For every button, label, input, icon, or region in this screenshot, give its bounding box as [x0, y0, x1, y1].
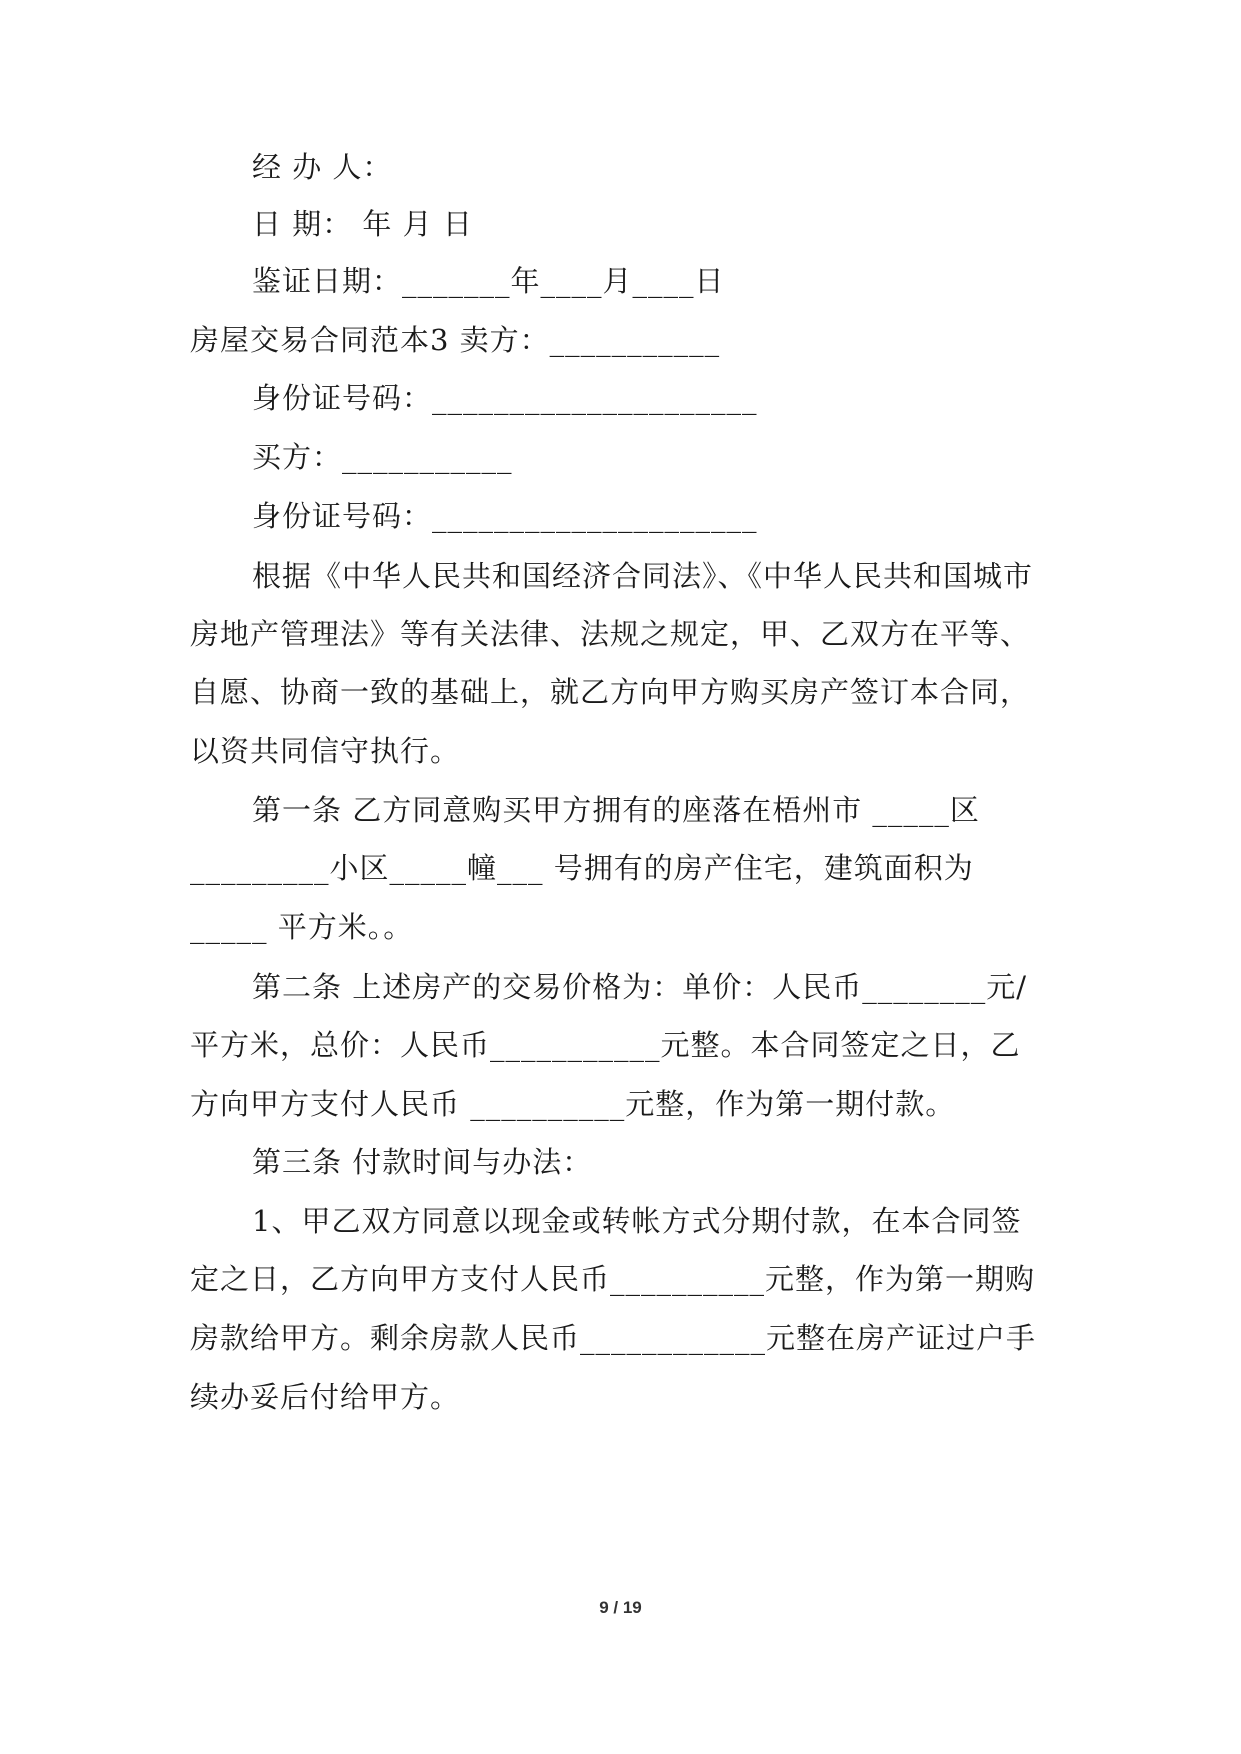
preamble-line-1: 根据《中华人民共和国经济合同法》、《中华人民共和国城市	[252, 559, 1034, 593]
article-3-item-1-line-3: 房款给甲方。剩余房款人民币____________元整在房产证过户手	[190, 1321, 1037, 1355]
article-1-line-1: 第一条 乙方同意购买甲方拥有的座落在梧州市 _____区	[252, 793, 980, 827]
preamble-line-4: 以资共同信守执行。	[190, 734, 461, 768]
preamble-line-2: 房地产管理法》等有关法律、法规之规定，甲、乙双方在平等、	[190, 617, 1031, 651]
article-2-line-1: 第二条 上述房产的交易价格为：单价：人民币________元/	[252, 970, 1027, 1004]
article-3-item-1-line-4: 续办妥后付给甲方。	[190, 1380, 461, 1414]
page-number: 9 / 19	[599, 1598, 642, 1617]
preamble-line-3: 自愿、协商一致的基础上，就乙方向甲方购买房产签订本合同，	[190, 675, 1031, 709]
article-1-line-3: _____ 平方米。。	[190, 910, 414, 944]
verification-date-line: 鉴证日期：_______年____月____日	[252, 264, 725, 298]
buyer-line: 买方：___________	[252, 440, 513, 474]
date-line: 日 期： 年 月 日	[252, 207, 473, 241]
article-2-line-3: 方向甲方支付人民币 __________元整，作为第一期付款。	[190, 1087, 956, 1121]
article-3-item-1-line-1: 1、甲乙双方同意以现金或转帐方式分期付款，在本合同签	[252, 1204, 1022, 1238]
article-3-item-1-line-2: 定之日，乙方向甲方支付人民币__________元整，作为第一期购	[190, 1262, 1036, 1296]
article-3-heading: 第三条 付款时间与办法：	[252, 1145, 593, 1179]
article-2-line-2: 平方米，总价：人民币___________元整。本合同签定之日，乙	[190, 1028, 1021, 1062]
seller-id-line: 身份证号码：_____________________	[252, 381, 758, 415]
buyer-id-line: 身份证号码：_____________________	[252, 499, 758, 533]
handler-line: 经 办 人：	[252, 150, 393, 184]
article-1-line-2: _________小区_____幢___ 号拥有的房产住宅，建筑面积为	[190, 851, 974, 885]
contract-title-seller-line: 房屋交易合同范本3 卖方：___________	[190, 323, 721, 357]
